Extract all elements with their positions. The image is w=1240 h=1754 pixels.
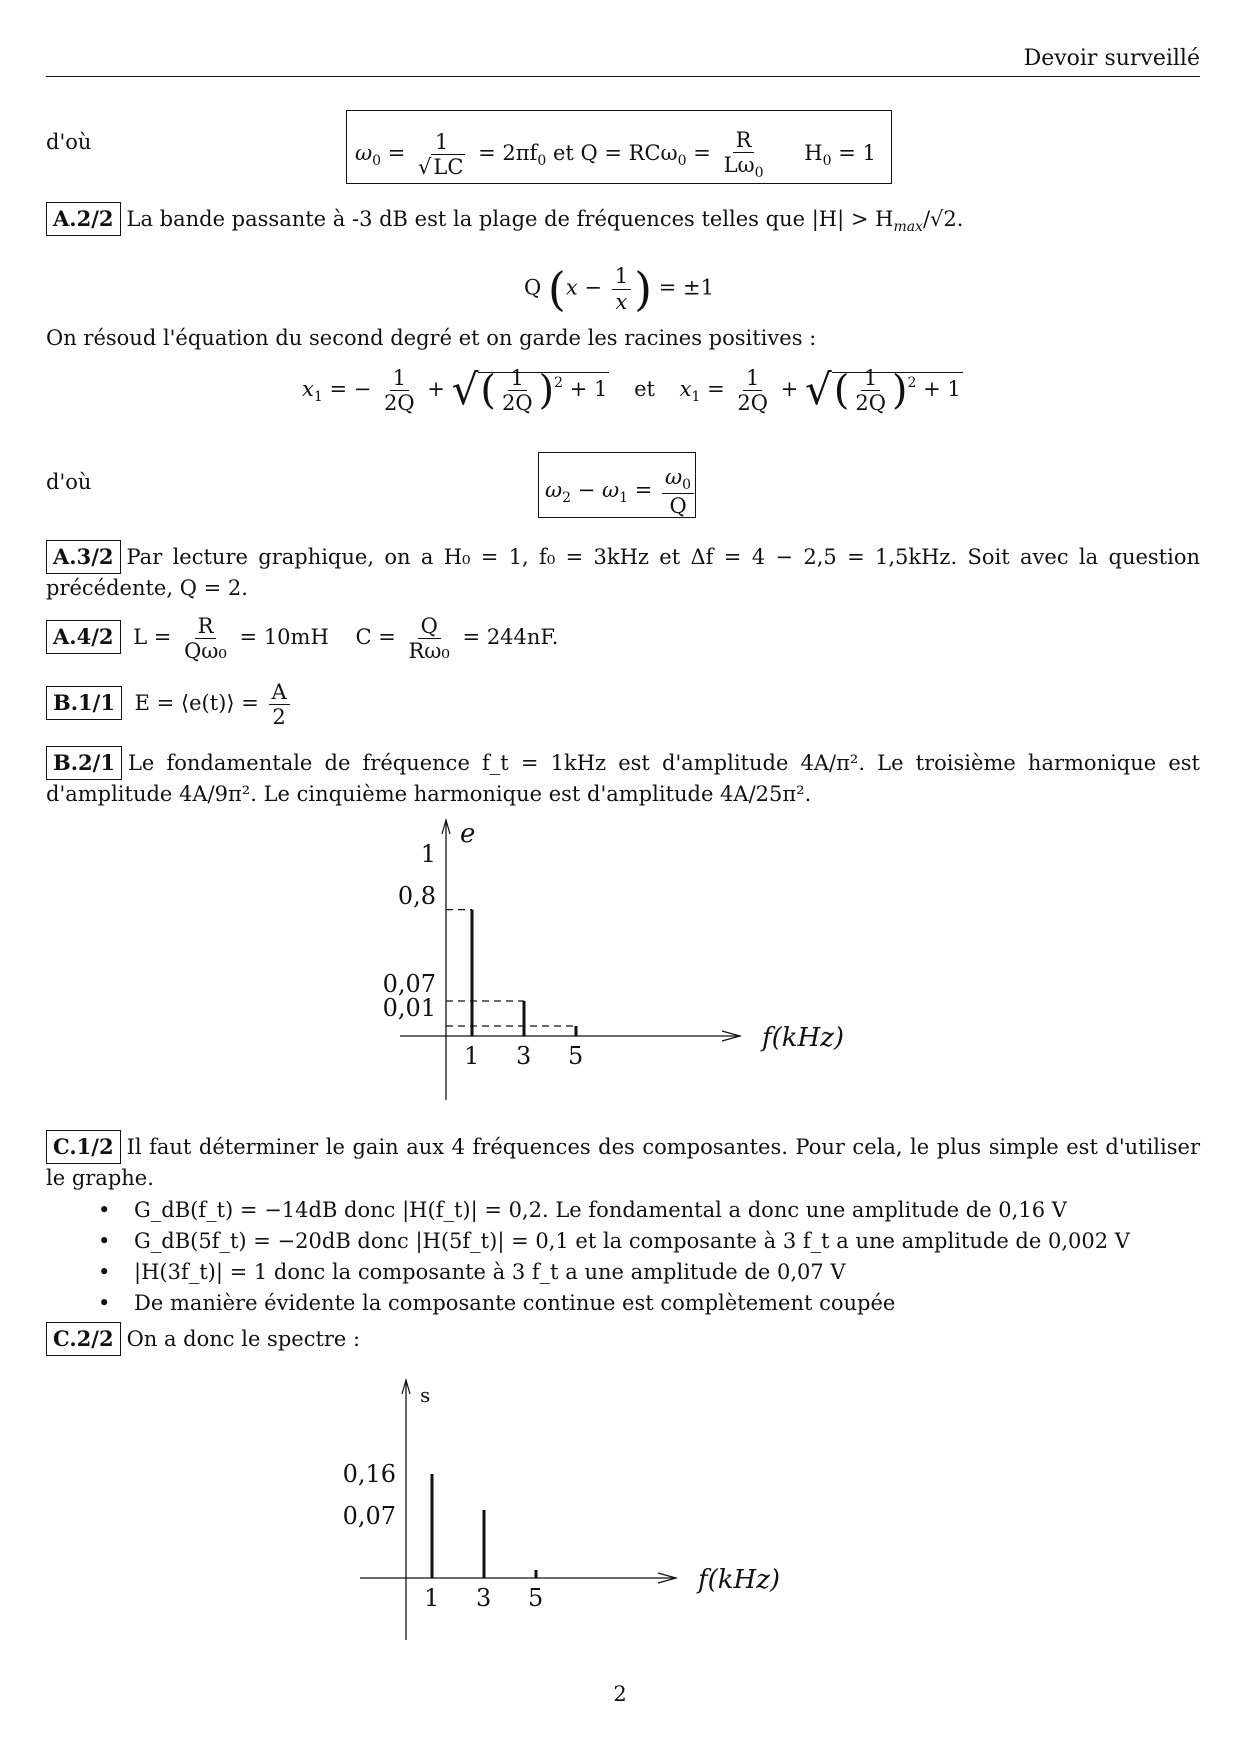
x-axis-label: f(kHz) (762, 1023, 845, 1053)
spectrum-e-chart (360, 810, 920, 1110)
x-axis-label: f(kHz) (698, 1565, 781, 1595)
x-tick-label: 1 (424, 1584, 440, 1612)
a3-text: Par lecture graphique, on a H₀ = 1, f₀ = 3kHz et Δf = 4 − 2,5 = 1,5kHz. Soit avec la question précédente, Q = 2. (46, 545, 1200, 601)
x-tick-label: 5 (568, 1042, 584, 1070)
y-tick-label: 0,01 (382, 994, 436, 1022)
a2-label: A.2/2 (46, 202, 121, 236)
bandwidth-formula: $\omega_2 - \omega_1$ = $\frac{\omega_0}{Q}$ (545, 465, 697, 518)
y-tick-label: 0,16 (342, 1460, 396, 1488)
y-tick-label: 0,07 (382, 970, 436, 998)
y-axis-label: e (460, 819, 476, 849)
header-rule (46, 76, 1200, 77)
spectrum-s-chart (342, 1370, 920, 1660)
c1-text: Il faut déterminer le gain aux 4 fréquences des composantes. Pour cela, le plus simple est d'utiliser le graphe. (46, 1135, 1200, 1191)
header-title: Devoir surveillé (1023, 46, 1200, 71)
x-tick-label: 5 (528, 1584, 544, 1612)
x-tick-label: 3 (476, 1584, 492, 1612)
dou-label-1: d'où (46, 130, 92, 154)
y-tick-label: 0,8 (397, 882, 436, 910)
y-tick-label: 0,07 (342, 1502, 396, 1530)
y-axis-label: s (420, 1383, 431, 1407)
bullet-item: • De manière évidente la composante continue est complètement coupée (90, 1289, 1130, 1320)
a4-paragraph: A.4/2 L = $\frac{R}{\text{Qω₀}}$ = 10mH C = $\frac{Q}{\text{Rω₀}}$ = 244nF. (46, 614, 558, 663)
b2-paragraph (46, 746, 1200, 809)
a3-paragraph (46, 540, 1200, 603)
bullet-item: • |H(3f_t)| = 1 donc la composante à 3 f_t a une amplitude de 0,07 V (90, 1258, 1130, 1289)
a2-roots: $x_1$ = − $\frac{1}{2Q}$ + √( $\frac{1}{2Q}$ )$^2$ + 1 et $x_1$ = $\frac{1}{2Q}$ + √( $\frac{1}{2Q}$ )$^2$ + 1 (302, 365, 961, 415)
c2-text: On a donc le spectre : (126, 1327, 361, 1351)
bandwidth-result-box (538, 452, 696, 518)
omega0-result-box (346, 110, 892, 184)
x-tick-label: 1 (464, 1042, 480, 1070)
c2-label: C.2/2 (46, 1322, 121, 1356)
a2-equation: Q (x − $\frac{1}{x}$ ) = ±1 (524, 262, 714, 316)
c1-label: C.1/2 (46, 1130, 121, 1164)
b2-label: B.2/1 (46, 746, 122, 780)
c1-bullet-list (90, 1196, 1130, 1320)
b2-text: Le fondamentale de fréquence f_t = 1kHz est d'amplitude 4A/π². Le troisième harmonique est d'amplitude 4A/9π². Le cinquième harmonique est d'amplitude 4A/25π². (46, 751, 1200, 807)
c1-paragraph (46, 1130, 1200, 1193)
b1-paragraph: B.1/1 E = ⟨e(t)⟩ = $\frac{A}{2}$ (46, 680, 293, 729)
a3-label: A.3/2 (46, 540, 121, 574)
a2-resolve: On résoud l'équation du second degré et on garde les racines positives : (46, 326, 817, 350)
b1-label: B.1/1 (46, 686, 122, 720)
a2-paragraph: A.2/2 La bande passante à -3 dB est la plage de fréquences telles que $|H| > H_{max}/√2$. (46, 202, 1200, 237)
dou-label-2: d'où (46, 470, 92, 494)
bullet-item: • G_dB(f_t) = −14dB donc |H(f_t)| = 0,2. Le fondamental a donc une amplitude de 0,16 V (90, 1196, 1130, 1227)
x-tick-label: 3 (516, 1042, 532, 1070)
a2-text: La bande passante à -3 dB est la plage de fréquences telles que |H| > H (126, 207, 894, 231)
y-tick-label: 1 (420, 840, 436, 868)
c2-paragraph (46, 1322, 360, 1356)
omega0-formula: $\omega_0$ = $\frac{1}{√LC}$ = $2\pi f_0$ et Q = RCω$_0$ = $\frac{R}{L\omega_0}$ $H_0 = 1$ (355, 128, 876, 182)
a4-label: A.4/2 (46, 620, 121, 654)
bullet-item: • G_dB(5f_t) = −20dB donc |H(5f_t)| = 0,1 et la composante à 3 f_t a une amplitude de 0,002 V (90, 1227, 1130, 1258)
page-number: 2 (613, 1682, 627, 1706)
